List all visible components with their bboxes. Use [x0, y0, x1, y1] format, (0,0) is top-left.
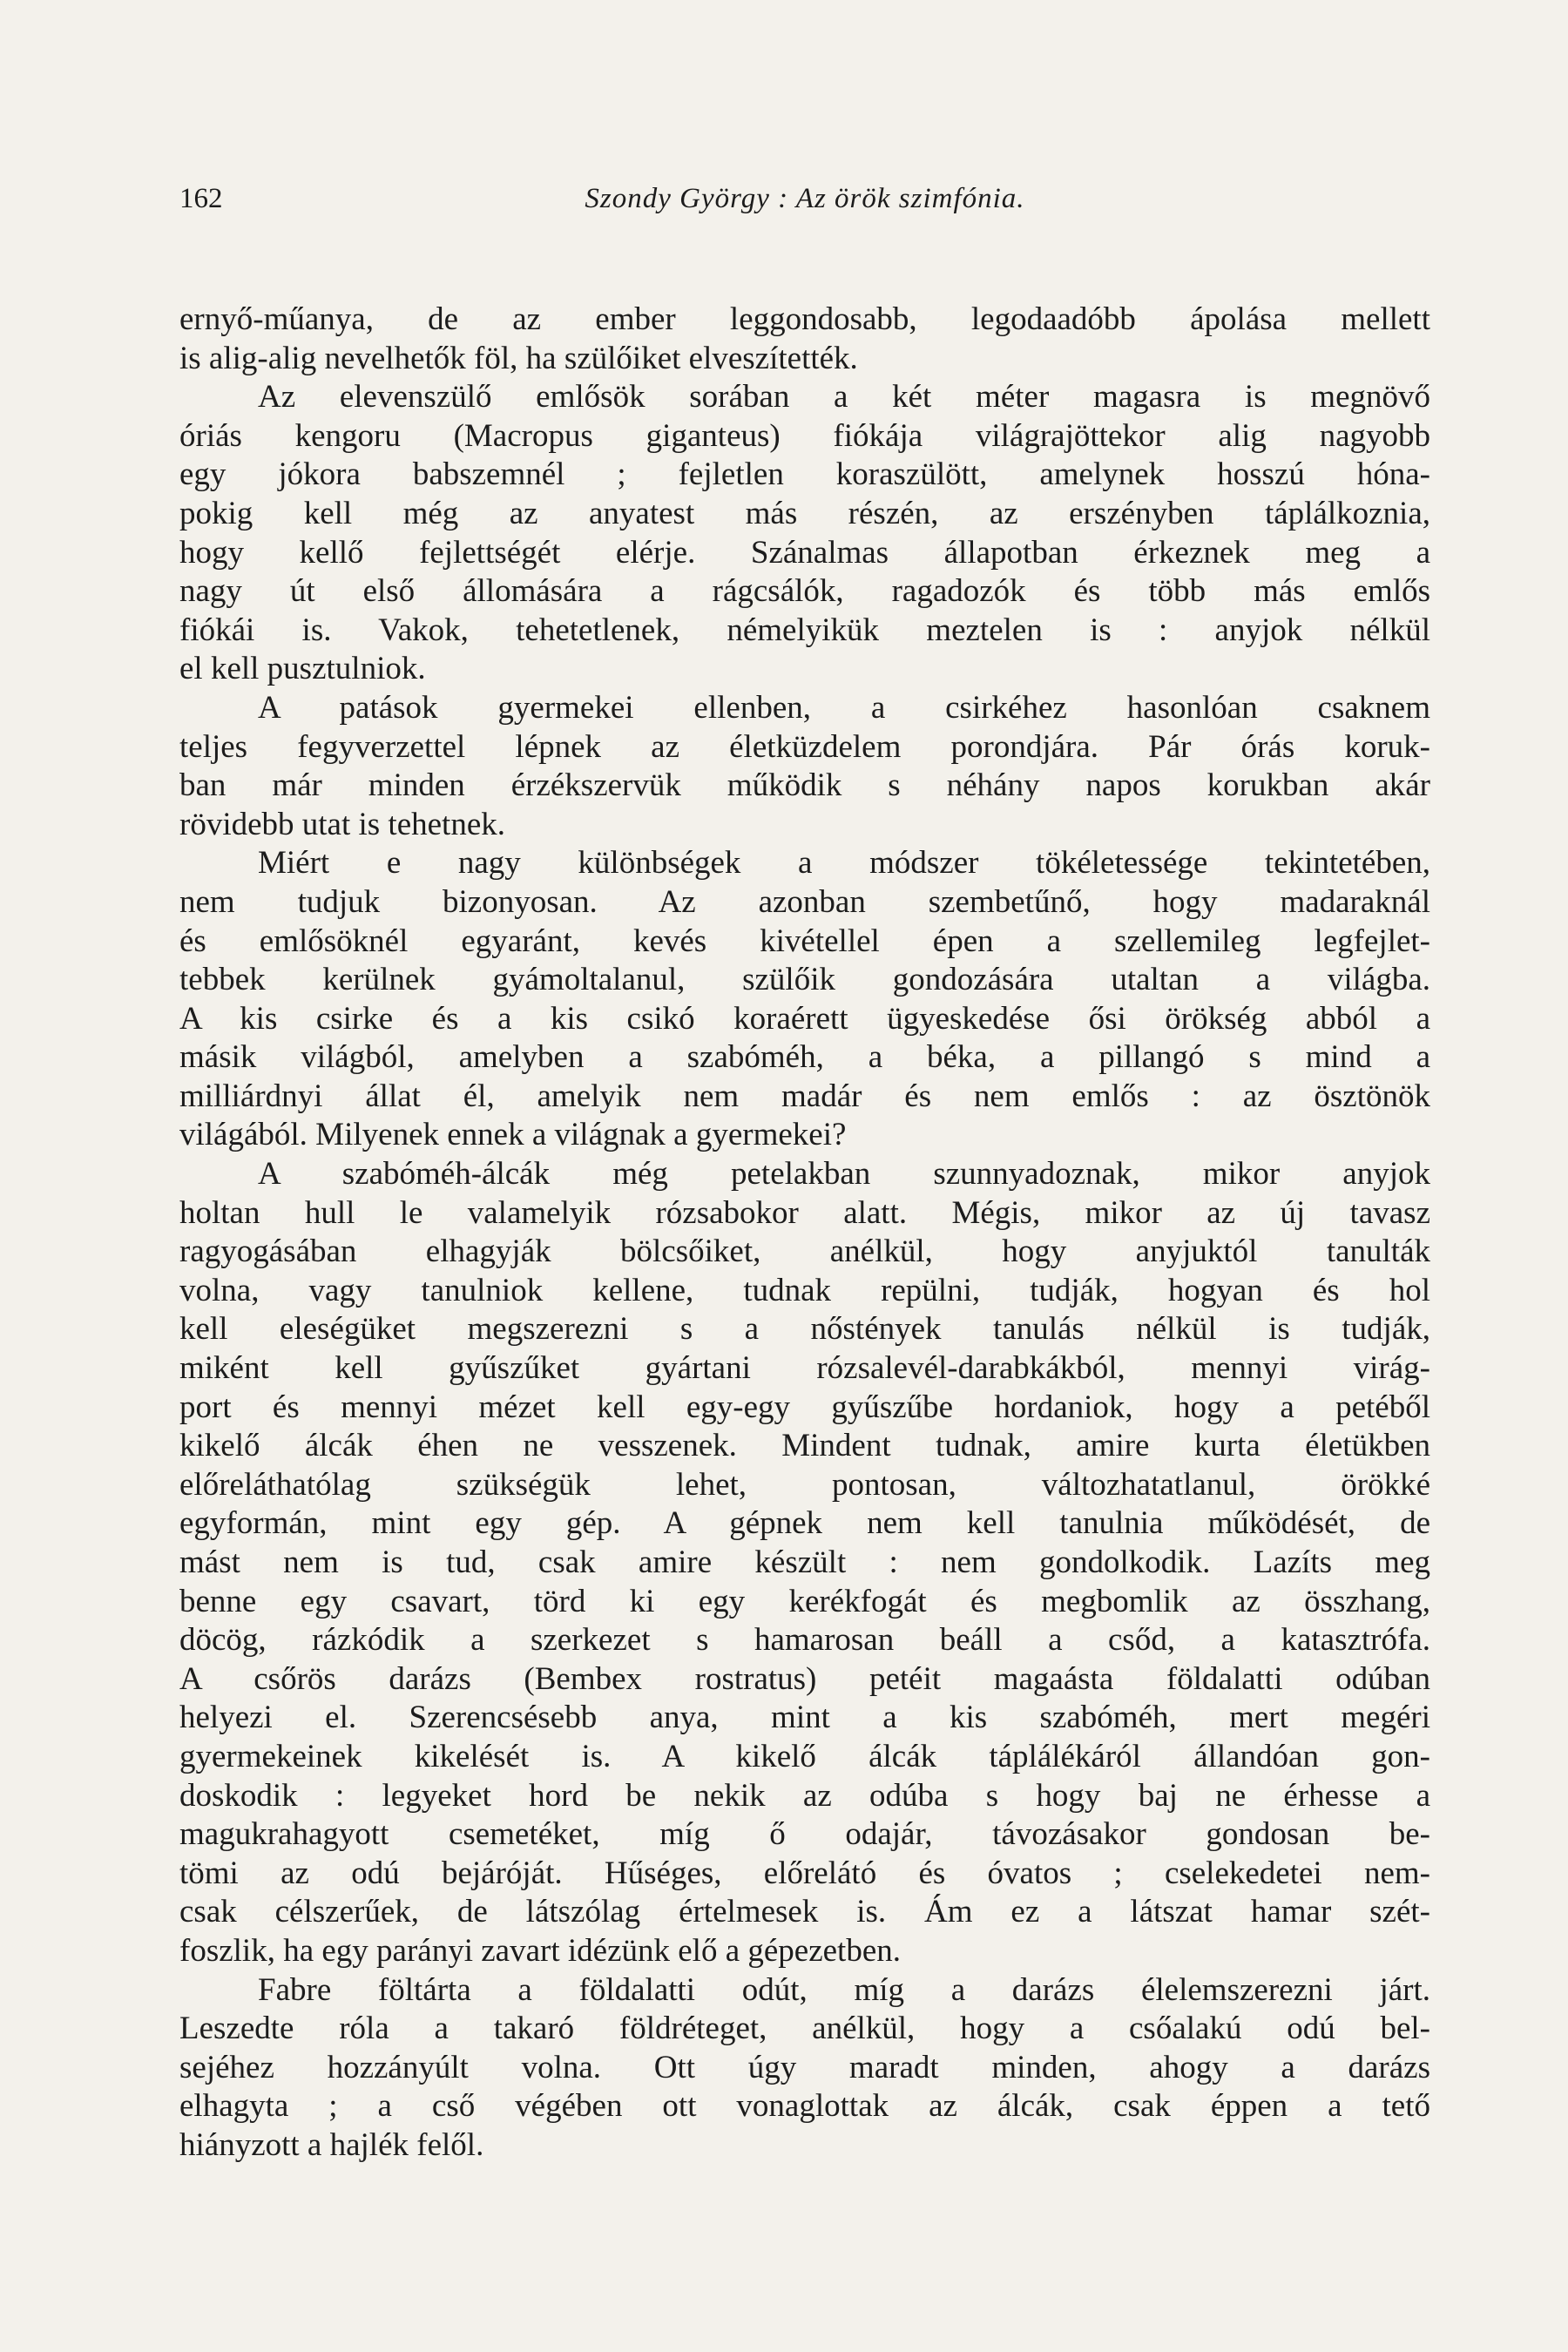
text-line: ban már minden érzékszervük működik s néhány napos korukban akár [179, 767, 1430, 804]
text-line: magukrahagyott csemetéket, míg ő odajár, távozásakor gondosan be- [179, 1816, 1430, 1853]
paragraph [179, 844, 1430, 1155]
text-line: holtan hull le valamelyik rózsabokor alatt. Mégis, mikor az új tavasz [179, 1194, 1430, 1231]
paragraph [179, 1971, 1430, 2166]
text-line: is alig-alig nevelhetők föl, ha szülőiket elveszítették. [179, 340, 858, 376]
text-line: elhagyta ; a cső végében ott vonaglottak az álcák, csak éppen a tető [179, 2088, 1430, 2125]
running-head: Szondy György : Az örök szimfónia. [585, 183, 1025, 214]
text-line: benne egy csavart, törd ki egy kerékfogát és megbomlik az összhang, [179, 1583, 1430, 1619]
text-line: Az elevenszülő emlősök sorában a két méter magasra is megnövő [258, 379, 1430, 416]
text-line: Leszedte róla a takaró földréteget, anélkül, hogy a csőalakú odú bel- [179, 2011, 1430, 2047]
text-line: tömi az odú bejáróját. Hűséges, előrelátó és óvatos ; cselekedetei nem- [179, 1855, 1430, 1891]
paragraph [179, 689, 1430, 844]
text-line: sejéhez hozzányúlt volna. Ott úgy maradt minden, ahogy a darázs [179, 2049, 1430, 2085]
text-line: és emlősöknél egyaránt, kevés kivétellel épen a szellemileg legfejlet- [179, 923, 1430, 959]
text-line: el kell pusztulniok. [179, 651, 426, 687]
text-line: A szabóméh-álcák még petelakban szunnyadoznak, mikor anyjok [258, 1156, 1430, 1193]
text-line: világából. Milyenek ennek a világnak a gyermekei? [179, 1117, 847, 1153]
text-line: foszlik, ha egy parányi zavart idézünk elő a gépezetben. [179, 1932, 902, 1969]
text-line: teljes fegyverzettel lépnek az életküzdelem porondjára. Pár órás koruk- [179, 728, 1430, 765]
page-number: 162 [179, 183, 223, 214]
paragraph [179, 1155, 1430, 1970]
body-text [179, 301, 1430, 2166]
text-line: óriás kengoru (Macropus giganteus) fiókája világrajöttekor alig nagyobb [179, 417, 1430, 454]
text-line: A csőrös darázs (Bembex rostratus) petéit magaásta földalatti odúban [179, 1660, 1430, 1697]
text-line: döcög, rázkódik a szerkezet s hamarosan beáll a csőd, a katasztrófa. [179, 1622, 1430, 1659]
text-line: tebbek kerülnek gyámoltalanul, szülőik gondozására utaltan a világba. [179, 962, 1430, 998]
text-line: miként kell gyűszűket gyártani rózsalevél-darabkákból, mennyi virág- [179, 1350, 1430, 1387]
page-header [179, 181, 1430, 216]
text-line: fiókái is. Vakok, tehetetlenek, némelyikük meztelen is : anyjok nélkül [179, 612, 1430, 648]
text-line: helyezi el. Szerencsésebb anya, mint a kis szabóméh, mert megéri [179, 1700, 1430, 1736]
text-line: milliárdnyi állat él, amelyik nem madár és nem emlős : az ösztönök [179, 1078, 1430, 1114]
text-line: Fabre föltárta a földalatti odút, míg a darázs élelemszerezni járt. [258, 1971, 1430, 2008]
text-line: egy jókora babszemnél ; fejletlen koraszülött, amelynek hosszú hóna- [179, 456, 1430, 493]
text-line: nem tudjuk bizonyosan. Az azonban szembetűnő, hogy madaraknál [179, 883, 1430, 920]
text-line: doskodik : legyeket hord be nekik az odúba s hogy baj ne érhesse a [179, 1777, 1430, 1814]
text-line: mást nem is tud, csak amire készült : nem gondolkodik. Lazíts meg [179, 1544, 1430, 1580]
text-line: másik világból, amelyben a szabóméh, a béka, a pillangó s mind a [179, 1039, 1430, 1076]
text-line: egyformán, mint egy gép. A gépnek nem kell tanulnia működését, de [179, 1505, 1430, 1542]
text-line: hiányzott a hajlék felől. [179, 2126, 484, 2163]
text-line: előreláthatólag szükségük lehet, pontosan, változhatatlanul, örökké [179, 1466, 1430, 1503]
paragraph [179, 301, 1430, 378]
text-line: A kis csirke és a kis csikó koraérett ügyeskedése ősi örökség abból a [179, 1000, 1430, 1037]
text-line: rövidebb utat is tehetnek. [179, 806, 506, 842]
text-line: gyermekeinek kikelését is. A kikelő álcák táplálékáról állandóan gon- [179, 1738, 1430, 1774]
text-line: volna, vagy tanulniok kellene, tudnak repülni, tudják, hogyan és hol [179, 1272, 1430, 1308]
text-line: nagy út első állomására a rágcsálók, ragadozók és több más emlős [179, 573, 1430, 610]
text-line: ragyogásában elhagyják bölcsőiket, anélkül, hogy anyjuktól tanulták [179, 1233, 1430, 1270]
text-line: kikelő álcák éhen ne vesszenek. Mindent tudnak, amire kurta életükben [179, 1428, 1430, 1464]
paragraph [179, 378, 1430, 689]
text-line: pokig kell még az anyatest más részén, az erszényben táplálkoznia, [179, 495, 1430, 531]
text-line: A patások gyermekei ellenben, a csirkéhez hasonlóan csaknem [258, 689, 1430, 726]
text-line: ernyő-műanya, de az ember leggondosabb, legodaadóbb ápolása mellett [179, 301, 1430, 337]
text-line: hogy kellő fejlettségét elérje. Szánalmas állapotban érkeznek meg a [179, 534, 1430, 571]
text-line: kell eleségüket megszerezni s a nőstények tanulás nélkül is tudják, [179, 1311, 1430, 1348]
text-line: csak célszerűek, de látszólag értelmesek is. Ám ez a látszat hamar szét- [179, 1894, 1430, 1930]
text-line: port és mennyi mézet kell egy-egy gyűszűbe hordaniok, hogy a petéből [179, 1389, 1430, 1425]
text-line: Miért e nagy különbségek a módszer tökéletessége tekintetében, [258, 845, 1430, 882]
